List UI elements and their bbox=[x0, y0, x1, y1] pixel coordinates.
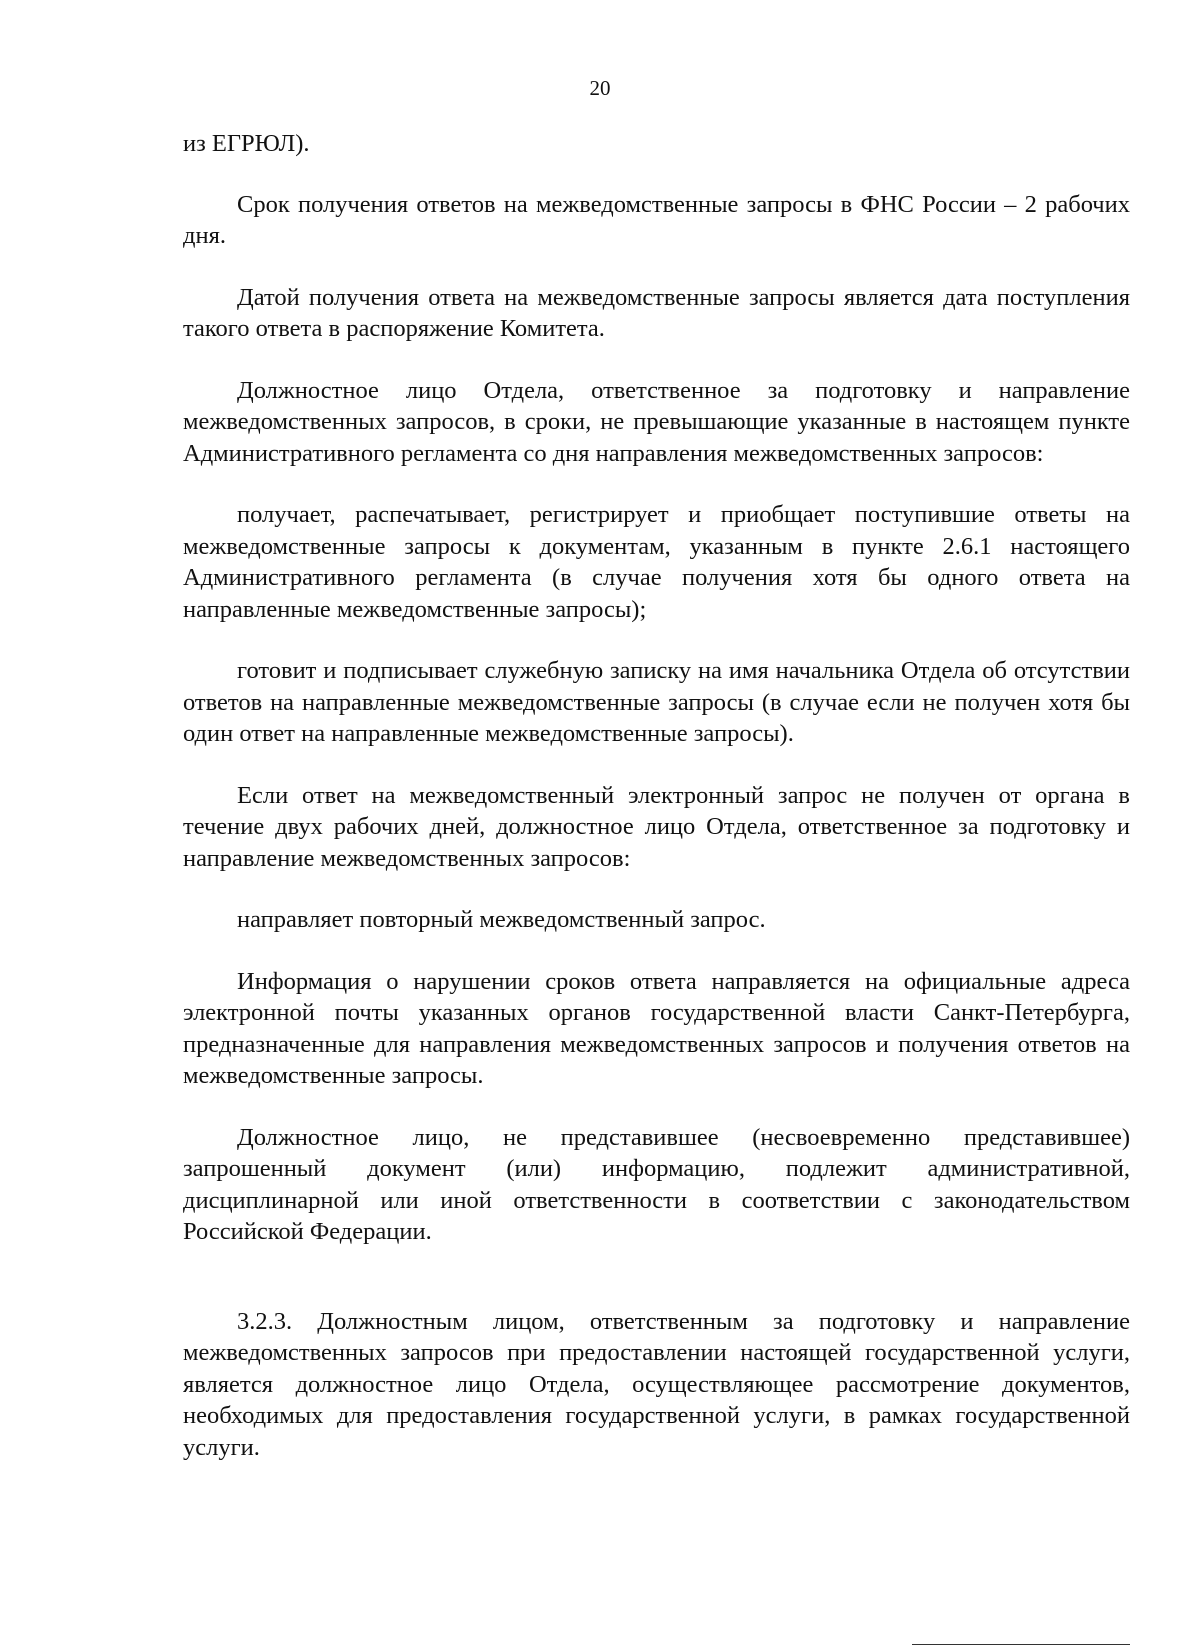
document-body bbox=[183, 128, 1130, 1493]
paragraph-receives-responses: получает, распечатывает, регистрирует и приобщает поступившие ответы на межведомственные запросы к документам, указанным в пункте 2.6.1 настоящего Административного регламента (в случае получения хотя бы одного ответа на направленные межведомственные запросы); bbox=[183, 501, 1130, 623]
paragraph-responsible-official: Должностное лицо Отдела, ответственное за подготовку и направление межведомственных запросов, в сроки, не превышающие указанные в настоящем пункте Административного регламента со дня направления межведомственных запросов: bbox=[183, 376, 1130, 467]
paragraph-repeat-request: направляет повторный межведомственный запрос. bbox=[237, 906, 766, 933]
paragraph-continuation: из ЕГРЮЛ). bbox=[183, 130, 310, 157]
paragraph-prepares-memo: готовит и подписывает служебную записку на имя начальника Отдела об отсутствии ответов на направленные межведомственные запросы (в случае если не получен хотя бы один ответ на направленные межведомственные запросы). bbox=[183, 657, 1130, 747]
page-number: 20 bbox=[589, 76, 611, 100]
paragraph-no-response: Если ответ на межведомственный электронный запрос не получен от органа в течение двух рабочих дней, должностное лицо Отдела, ответственное за подготовку и направление межведомственных запросов: bbox=[183, 781, 1130, 872]
paragraph-section-3-2-3: 3.2.3. Должностным лицом, ответственным за подготовку и направление межведомственных запросов при предоставлении настоящей государственной услуги, является должностное лицо Отдела, осуществляющее рассмотрение документов, необходимых для предоставления государственной услуги, в рамках государственной услуги. bbox=[183, 1307, 1130, 1461]
footer-rule bbox=[912, 1644, 1130, 1645]
paragraph-response-date: Датой получения ответа на межведомственные запросы является дата поступления такого ответа в распоряжение Комитета. bbox=[183, 283, 1130, 342]
paragraph-response-deadline: Срок получения ответов на межведомственные запросы в ФНС России – 2 рабочих дня. bbox=[183, 190, 1130, 249]
paragraph-violation-info: Информация о нарушении сроков ответа направляется на официальные адреса электронной почты указанных органов государственной власти Санкт-Петербурга, предназначенные для направления межведомственных запросов и получения ответов на межведомственные запросы. bbox=[183, 967, 1130, 1089]
paragraph-liability: Должностное лицо, не представившее (несвоевременно представившее) запрошенный документ (или) информацию, подлежит административной, дисциплинарной или иной ответственности в соответствии с законодательством Российской Федерации. bbox=[183, 1123, 1130, 1245]
